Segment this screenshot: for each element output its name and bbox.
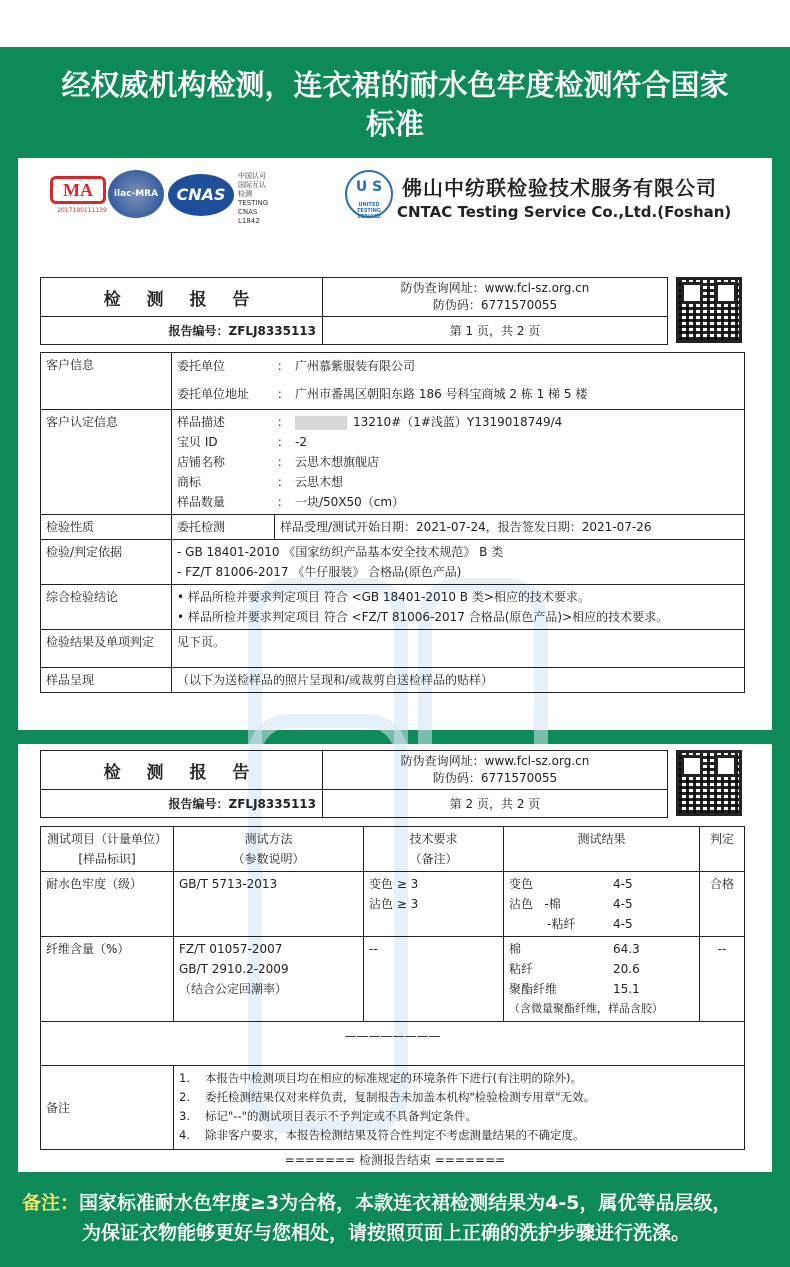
cnas-caption <box>238 172 268 226</box>
note-line <box>179 1107 739 1126</box>
cnas-logo: CNAS <box>168 174 234 216</box>
result-value: 15.1 <box>613 982 640 996</box>
item-id-row <box>177 432 739 452</box>
report2-title: 检 测 报 告 <box>41 751 323 790</box>
report-end-line: ======= 检测报告结束 ======= <box>284 1153 506 1167</box>
entrust-label: 委托单位 <box>177 359 226 373</box>
qty-label: 样品数量 <box>177 495 226 509</box>
report2-anti-fake <box>323 751 668 790</box>
header-judge: 判定 <box>700 827 745 872</box>
note-number: 1. <box>179 1071 190 1085</box>
note-number: 2. <box>179 1090 190 1104</box>
header-req-line: 技术要求 <box>409 832 458 846</box>
result-label: 检验结果及单项判定 <box>41 630 172 668</box>
req-line: 沾色 ≥ 3 <box>369 897 419 911</box>
report2-results-table <box>40 826 745 1150</box>
report2-number: 报告编号：ZFLJ8335113 <box>41 790 323 818</box>
qty-value: 一块/50X50（cm） <box>295 495 405 509</box>
brand-row <box>177 472 739 492</box>
sample-desc-value: 13210#（1#浅蓝）Y1319018749/4 <box>353 415 563 429</box>
row1-results <box>504 872 700 937</box>
brand-value: 云思木想 <box>295 475 344 489</box>
note-line <box>179 1069 739 1088</box>
result-line <box>509 959 694 979</box>
company-logo-subtext: UNITED TESTING SERVICE <box>357 202 381 220</box>
report1-page: 第 1 页，共 2 页 <box>323 317 668 345</box>
address-label: 委托单位地址 <box>177 387 250 401</box>
row2-judge: -- <box>700 937 745 1022</box>
header-item-line: 测试项目（计量单位） <box>46 832 167 846</box>
sample-desc-label: 样品描述 <box>177 415 226 429</box>
client-info-cell <box>172 353 745 410</box>
colon: ： <box>277 455 290 469</box>
row2-item: 纤维含量（%） <box>41 937 174 1022</box>
top-white-strip <box>0 0 790 47</box>
basis-label: 检验/判定依据 <box>41 540 172 585</box>
result-line <box>509 979 694 999</box>
cnas-caption-line: 国际互认 <box>238 181 266 189</box>
method-line: GB/T 2910.2-2009 <box>179 962 289 976</box>
result-value: 4-5 <box>613 897 633 911</box>
header-method-line: （参数说明） <box>232 852 305 866</box>
item-id-label: 宝贝 ID <box>177 435 218 449</box>
report2-header <box>40 750 668 818</box>
colon: ： <box>277 359 290 373</box>
note-text: 本报告中检测项目均在相应的标准规定的环境条件下进行(有注明的除外)。 <box>205 1071 582 1085</box>
company-logo-letters: U S <box>355 179 383 195</box>
note-text: 除非客户要求，本报告检测结果及符合性判定不考虑测量结果的不确定度。 <box>205 1128 585 1142</box>
ilac-logo: ilac-MRA <box>108 170 164 218</box>
qr-code <box>676 277 742 343</box>
shop-row <box>177 452 739 472</box>
cnas-caption-line: CNAS L1842 <box>238 208 260 225</box>
row1-requirement <box>364 872 504 937</box>
notes-label: 备注 <box>41 1066 174 1150</box>
nature-value: 委托检测 <box>172 515 275 539</box>
address-row <box>177 384 739 404</box>
basis-line: - FZ/T 81006-2017 《牛仔服装》 合格品(原色产品) <box>177 565 462 579</box>
result-name: -粘纤 <box>509 917 576 931</box>
req-line: 变色 ≥ 3 <box>369 877 419 891</box>
header-method-line: 测试方法 <box>244 832 293 846</box>
note-number: 4. <box>179 1128 190 1142</box>
row2-results <box>504 937 700 1022</box>
sample-desc-row <box>177 412 739 432</box>
colon: ： <box>277 415 290 429</box>
header-item-line: [样品标识] <box>78 852 136 866</box>
conclusion-cell <box>172 585 745 630</box>
nature-cell <box>172 515 745 540</box>
company-name-cn: 佛山中纺联检验技术服务有限公司 <box>402 176 717 200</box>
footer-line2: 为保证衣物能够更好与您相处，请按照页面上正确的洗护步骤进行洗涤。 <box>82 1222 691 1244</box>
result-value: 4-5 <box>613 877 633 891</box>
shop-label: 店铺名称 <box>177 455 226 469</box>
result-line <box>509 874 694 894</box>
report-dates: 样品受理/测试开始日期：2021-07-24，报告签发日期：2021-07-26 <box>280 520 652 534</box>
row1-judge: 合格 <box>700 872 745 937</box>
item-id-value: -2 <box>295 435 307 449</box>
headline-line2: 标准 <box>365 107 424 141</box>
basis-cell <box>172 540 745 585</box>
footer-note <box>0 1188 790 1248</box>
note-line <box>179 1126 739 1145</box>
address-value: 广州市番禺区朝阳东路 186 号科宝商城 2 栋 1 梯 5 楼 <box>295 387 588 401</box>
footer-text: 国家标准耐水色牢度≥3为合格，本款连衣裙检测结果为4-5，属优等品层级， <box>79 1192 732 1214</box>
result-line <box>509 914 694 934</box>
result-line <box>509 894 694 914</box>
blurred-text <box>295 416 347 430</box>
cnas-caption-line: 检测 <box>238 190 252 198</box>
note-line <box>179 1088 739 1107</box>
result-name: 变色 <box>509 877 534 891</box>
headline <box>0 66 790 144</box>
notes-cell <box>174 1066 745 1150</box>
header-method <box>174 827 364 872</box>
report1-anti-fake-code: 防伪码：6771570055 <box>432 298 558 312</box>
colon: ： <box>277 435 290 449</box>
footer-lead: 备注： <box>22 1192 80 1214</box>
basis-line: - GB 18401-2010 《国家纺织产品基本安全技术规范》 B 类 <box>177 545 504 559</box>
colon: ： <box>277 475 290 489</box>
client-confirm-label: 客户认定信息 <box>41 410 172 515</box>
qty-row <box>177 492 739 512</box>
shop-value: 云思木想旗舰店 <box>295 455 380 469</box>
conclusion-line: • 样品所检并要求判定项目 符合 <FZ/T 81006-2017 合格品(原色产品)>相应的技术要求。 <box>177 610 669 624</box>
qr-code <box>676 750 742 816</box>
note-number: 3. <box>179 1109 190 1123</box>
entrust-value: 广州慕紫服装有限公司 <box>295 359 416 373</box>
row2-requirement: -- <box>364 937 504 1022</box>
method-line: FZ/T 01057-2007 <box>179 942 283 956</box>
divider-row: ———————— <box>41 1022 745 1066</box>
report1-info-table <box>40 352 745 693</box>
result-line <box>509 939 694 959</box>
report1-anti-fake <box>323 278 668 317</box>
header-req-line: （备注） <box>409 852 458 866</box>
note-text: 委托检测结果仅对来样负责，复制报告未加盖本机构"检验检测专用章"无效。 <box>205 1090 596 1104</box>
result-value: 20.6 <box>613 962 640 976</box>
result-value: 见下页。 <box>172 630 745 668</box>
report2-query-url: 防伪查询网址：www.fcl-sz.org.cn <box>400 754 590 768</box>
nature-label: 检验性质 <box>41 515 172 540</box>
footer-line1 <box>0 1188 790 1218</box>
cnas-caption-line: 中国认可 <box>238 172 266 180</box>
colon: ： <box>277 387 290 401</box>
sample-show-value: （以下为送检样品的照片呈现和/或裁剪自送检样品的贴样） <box>172 668 745 693</box>
company-logo <box>345 170 393 218</box>
sample-show-label: 样品呈现 <box>41 668 172 693</box>
cma-code: 2017190111139 <box>57 207 107 214</box>
client-confirm-cell <box>172 410 745 515</box>
row1-method: GB/T 5713-2013 <box>174 872 364 937</box>
method-line: （结合公定回潮率） <box>179 982 288 996</box>
cnas-caption-line: TESTING <box>238 199 269 207</box>
report2-anti-fake-code: 防伪码：6771570055 <box>432 771 558 785</box>
client-info-label: 客户信息 <box>41 353 172 410</box>
result-name: 棉 <box>509 942 522 956</box>
note-text: 标记"--"的测试项目表示不予判定或不具备判定条件。 <box>205 1109 477 1123</box>
header-requirement <box>364 827 504 872</box>
headline-line1: 经权威机构检测，连衣裙的耐水色牢度检测符合国家 <box>61 68 729 102</box>
row2-method <box>174 937 364 1022</box>
result-value: 4-5 <box>613 917 633 931</box>
result-name: 聚酯纤维 <box>509 982 558 996</box>
row1-item: 耐水色牢度（级） <box>41 872 174 937</box>
cma-logo: MA <box>50 176 106 204</box>
conclusion-label: 综合检验结论 <box>41 585 172 630</box>
entrust-row <box>177 356 739 384</box>
company-name-en: CNTAC Testing Service Co.,Ltd.(Foshan) <box>397 203 732 221</box>
report1-title: 检 测 报 告 <box>41 278 323 317</box>
header-result: 测试结果 <box>504 827 700 872</box>
conclusion-line: • 样品所检并要求判定项目 符合 <GB 18401-2010 B 类>相应的技术要求。 <box>177 590 590 604</box>
result-name: 粘纤 <box>509 962 534 976</box>
brand-label: 商标 <box>177 475 202 489</box>
report2-page: 第 2 页，共 2 页 <box>323 790 668 818</box>
result-value: 64.3 <box>613 942 640 956</box>
report1-query-url: 防伪查询网址：www.fcl-sz.org.cn <box>400 281 590 295</box>
colon: ： <box>277 495 290 509</box>
result-note: （含微量聚酯纤维，样品含胶） <box>509 1002 663 1015</box>
header-item <box>41 827 174 872</box>
report1-header <box>40 277 668 345</box>
result-name: 沾色 -棉 <box>509 897 561 911</box>
report1-number: 报告编号：ZFLJ8335113 <box>41 317 323 345</box>
